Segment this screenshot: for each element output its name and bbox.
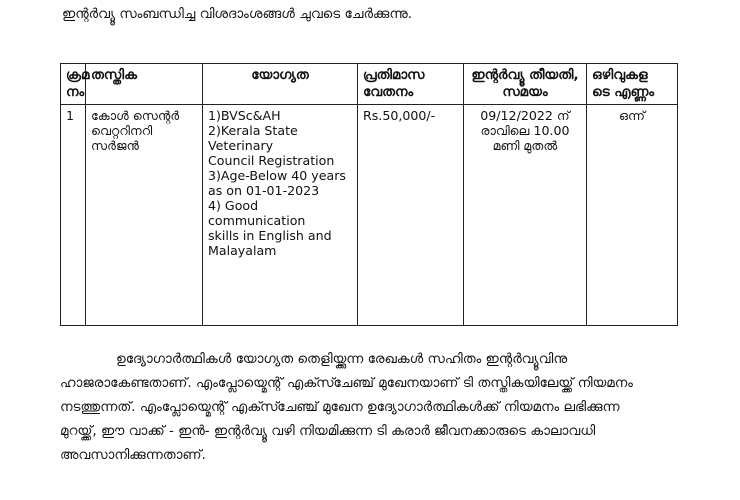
- interview-details-table: [60, 63, 678, 326]
- header-serial: [61, 64, 90, 105]
- qualification-line: Veterinary: [208, 138, 274, 153]
- qualification-line: Council Registration: [208, 153, 335, 168]
- interview-line: രാവിലെ 10.00: [480, 123, 570, 138]
- header-salary-line2: വേതനം: [363, 84, 414, 100]
- qualification-line: skills in English and: [208, 228, 332, 243]
- table-row: [61, 105, 678, 326]
- header-qualification: യോഗ്യത: [203, 64, 358, 105]
- cell-serial: 1: [61, 105, 86, 326]
- qualification-line: 2)Kerala State: [208, 123, 298, 138]
- interview-line: 09/12/2022 ന്: [480, 108, 570, 123]
- interview-line: മണി മുതൽ: [492, 138, 558, 153]
- header-interview-line2: സമയം: [502, 84, 548, 100]
- qualification-line: 3)Age-Below 40 years: [208, 168, 346, 183]
- post-line: കോൾ സെന്റർ: [91, 108, 180, 123]
- paragraph-line: നടത്തുന്നത്. എംപ്ലോയ്മെന്റ് എക്സ്ചേഞ്ച് മുഖേന ഉദ്യോഗാർത്ഥികൾക്ക് നിയമനം ലഭിക്കുന്ന: [60, 399, 620, 415]
- header-vacancies-line1: ഒഴിവുകള: [592, 67, 648, 83]
- header-serial-line2: നം: [66, 84, 85, 100]
- header-salary: [358, 64, 464, 105]
- body-paragraph: [60, 347, 680, 467]
- header-interview-line1: ഇന്റർവ്യൂ തീയതി,: [471, 67, 579, 83]
- qualification-line: as on 01-01-2023: [208, 183, 320, 198]
- header-vacancies: [587, 64, 678, 105]
- intro-text: ഇന്റർവ്യൂ സംബന്ധിച്ച വിശദാംശങ്ങൾ ചുവടെ ചേർക്കുന്നു.: [62, 6, 413, 22]
- paragraph-line: അവസാനിക്കുന്നതാണ്.: [60, 447, 206, 463]
- cell-qualification: [203, 105, 358, 326]
- header-post: തസ്തിക: [86, 64, 203, 105]
- cell-salary: Rs.50,000/-: [358, 105, 464, 326]
- cell-vacancies: ഒന്ന്: [587, 105, 678, 326]
- paragraph-line: മുറയ്ക്ക്, ഈ വാക്ക് - ഇൻ- ഇന്റർവ്യൂ വഴി നിയമിക്കുന്ന ടി കരാർ ജീവനക്കാരുടെ കാലാവധി: [60, 423, 596, 439]
- qualification-line: Malayalam: [208, 243, 277, 258]
- cell-post: [86, 105, 203, 326]
- post-line: വെറ്ററിനറി: [91, 123, 153, 138]
- paragraph-line: ഹാജരാകേണ്ടതാണ്. എംപ്ലോയ്മെന്റ് എക്സ്ചേഞ്ച് മുഖേനയാണ് ടി തസ്തികയിലേയ്ക്ക് നിയമനം: [60, 375, 633, 391]
- qualification-line: 1)BVSc&AH: [208, 108, 281, 123]
- post-line: സർജൻ: [91, 138, 140, 153]
- table-header-row: [61, 64, 678, 105]
- header-vacancies-line2: ടെ എണ്ണം: [592, 84, 655, 100]
- header-interview-date: [464, 64, 587, 105]
- paragraph-line: ഉദ്യോഗാർത്ഥികൾ യോഗ്യത തെളിയ്ക്കുന്ന രേഖകൾ സഹിതം ഇന്റർവ്യൂവിനു: [116, 351, 568, 367]
- qualification-line: 4) Good communication: [208, 198, 306, 228]
- header-salary-line1: പ്രതിമാസ: [363, 67, 425, 83]
- cell-interview-date: [464, 105, 587, 326]
- header-serial-line1: ക്രമ: [66, 67, 90, 83]
